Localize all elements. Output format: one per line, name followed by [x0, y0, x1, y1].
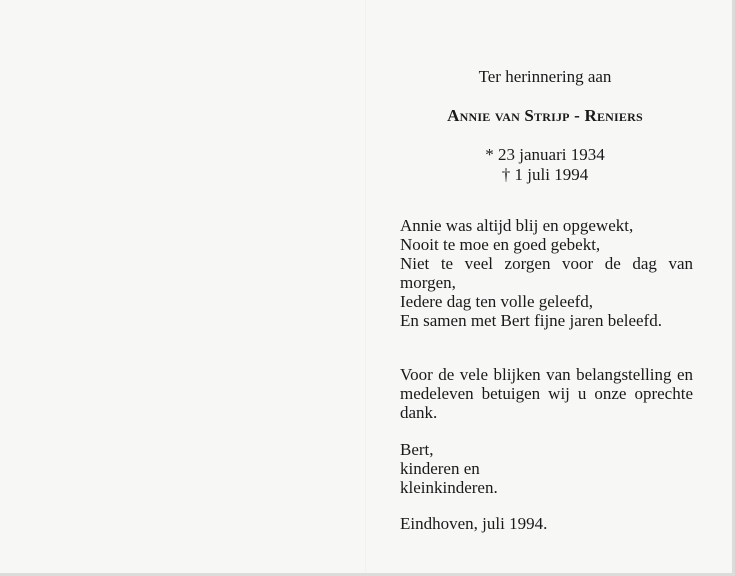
place-and-date: Eindhoven, juli 1994.	[400, 514, 548, 533]
thanks-paragraph: Voor de vele blijken van belangstelling en medeleven betuigen wij u onze oprechte dank.	[400, 365, 693, 422]
poem-line: Annie was altijd blij en opgewekt,	[400, 216, 634, 235]
poem-line: Niet te veel zorgen voor de dag van morgen,	[400, 254, 693, 292]
deceased-name: Annie van Strijp - Reniers	[447, 106, 643, 125]
card-fold	[365, 0, 366, 576]
poem-line: Iedere dag ten volle geleefd,	[400, 292, 594, 311]
poem	[400, 216, 693, 330]
poem-line: Nooit te moe en goed gebekt,	[400, 235, 601, 254]
death-date: † 1 juli 1994	[501, 165, 589, 184]
signoff-line: kinderen en	[400, 459, 480, 478]
life-dates	[400, 145, 690, 185]
intro-text: Ter herinnering aan	[478, 67, 612, 86]
signoff	[400, 440, 690, 497]
signoff-line: kleinkinderen.	[400, 478, 498, 497]
birth-date: * 23 januari 1934	[485, 145, 605, 164]
poem-line: En samen met Bert fijne jaren beleefd.	[400, 311, 662, 330]
signoff-line: Bert,	[400, 440, 434, 459]
